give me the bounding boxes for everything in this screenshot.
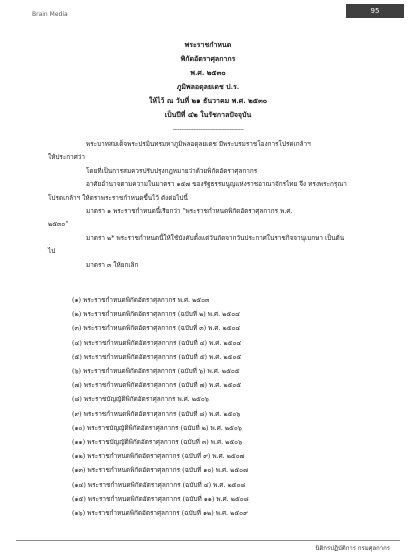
list-item: (๑๔) พระราชกำหนดพิกัดอัตราศุลกากร (ฉบับที่ ๔) พ.ศ. ๒๕๐๘ — [72, 480, 246, 489]
list-item: (๔) พระราชกำหนดพิกัดอัตราศุลกากร (ฉบับที่ ๔) พ.ศ. ๒๕๐๔ — [72, 338, 242, 347]
list-item: (๘) พระราชบัญญัติพิกัดอัตราศุลกากร พ.ศ. ๒๕๐๖ — [72, 395, 209, 404]
list-item: (๕) พระราชกำหนดพิกัดอัตราศุลกากร (ฉบับที่ ๕) พ.ศ. ๒๕๐๕ — [72, 352, 242, 361]
page-number-badge: 95 — [346, 4, 404, 18]
paragraph-line: อาศัยอำนาจตามความในมาตรา ๑๕๗ ของรัฐธรรมนูญแห่งราชอาณาจักรไทย จึง ทรงพระกรุณา — [86, 180, 347, 189]
title-line: ภูมิพลอดุลยเดช ป.ร. — [176, 82, 240, 91]
document-body — [48, 138, 368, 272]
paragraph-line: มาตรา ๒* พระราชกำหนดนี้ให้ใช้บังคับตั้งแต่วันถัดจากวันประกาศในราชกิจจานุเบกษา เป็นต้น — [86, 233, 345, 242]
title-line: พ.ศ. ๒๕๓๐ — [190, 68, 226, 77]
document-title-block — [0, 38, 416, 122]
footer-text: นิติกรปฏิบัติการ กรมศุลกากร — [315, 545, 390, 552]
paragraph-line: ไป — [48, 247, 56, 256]
list-item: (๑) พระราชกำหนดพิกัดอัตราศุลกากร พ.ศ. ๒๕๐๓ — [72, 296, 210, 304]
list-item: (๑๓) พระราชกำหนดพิกัดอัตราศุลกากร (ฉบับที่ ๑๐) พ.ศ. ๒๕๐๗ — [72, 466, 248, 475]
paragraph-line: มาตรา ๓ ให้ยกเลิก — [86, 260, 139, 269]
list-item: (๑๒) พระราชกำหนดพิกัดอัตราศุลกากร (ฉบับที่ ๙) พ.ศ. ๒๕๐๗ — [72, 452, 245, 461]
list-item: (๑๐) พระราชบัญญัติพิกัดอัตราศุลกากร (ฉบับที่ ๒) พ.ศ. ๒๕๐๖ — [72, 423, 242, 432]
list-item: (๗) พระราชกำหนดพิกัดอัตราศุลกากร (ฉบับที่ ๗) พ.ศ. ๒๕๐๕ — [72, 381, 242, 390]
paragraph-line: มาตรา ๑ พระราชกำหนดนี้เรียกว่า "พระราชกำหนดพิกัดอัตราศุลกากร พ.ศ. — [86, 207, 293, 216]
list-item: (๙) พระราชกำหนดพิกัดอัตราศุลกากร (ฉบับที่ ๘) พ.ศ. ๒๕๐๖ — [72, 409, 241, 418]
paragraph-line: ให้ประกาศว่า — [48, 153, 85, 162]
brand-label: Brain Media — [32, 11, 68, 18]
title-line: พระราชกำหนด — [184, 40, 232, 49]
list-item: (๖) พระราชกำหนดพิกัดอัตราศุลกากร (ฉบับที่ ๖) พ.ศ. ๒๕๐๕ — [72, 367, 240, 376]
paragraph-line: พระบาทสมเด็จพระปรมินทรมหาภูมิพลอดุลยเดช มีพระบรมราชโองการโปรดเกล้าฯ — [86, 140, 311, 148]
title-line: เป็นปีที่ ๔๒ ในรัชกาลปัจจุบัน — [164, 110, 252, 119]
paragraph-line: ๒๕๓๐" — [48, 220, 69, 229]
list-item: (๑๖) พระราชกำหนดพิกัดอัตราศุลกากร (ฉบับที่ ๑๒) พ.ศ. ๒๕๐๙ — [72, 509, 248, 518]
repeal-list — [72, 293, 372, 520]
list-item: (๓) พระราชกำหนดพิกัดอัตราศุลกากร (ฉบับที่ ๓) พ.ศ. ๒๕๐๔ — [72, 324, 241, 333]
list-item: (๒) พระราชกำหนดพิกัดอัตราศุลกากร (ฉบับที่ ๒) พ.ศ. ๒๕๐๔ — [72, 310, 240, 319]
footer-divider — [16, 540, 400, 541]
title-line: พิกัดอัตราศุลกากร — [180, 54, 236, 63]
list-item: (๑๕) พระราชกำหนดพิกัดอัตราศุลกากร (ฉบับที่ ๑๑) พ.ศ. ๒๕๐๘ — [72, 494, 249, 503]
paragraph-line: โปรดเกล้าฯ ให้ตราพระราชกำหนดขึ้นไว้ ดังต่อไปนี้ — [48, 193, 188, 202]
title-divider: ----------------------------------------- — [172, 126, 244, 133]
title-line: ให้ไว้ ณ วันที่ ๒๑ ธันวาคม พ.ศ. ๒๕๓๐ — [148, 96, 268, 105]
list-item: (๑๑) พระราชบัญญัติพิกัดอัตราศุลกากร (ฉบับที่ ๓) พ.ศ. ๒๕๐๖ — [72, 438, 243, 447]
paragraph-line: โดยที่เป็นการสมควรปรับปรุงกฎหมายว่าด้วยพิกัดอัตราศุลกากร — [86, 166, 258, 175]
